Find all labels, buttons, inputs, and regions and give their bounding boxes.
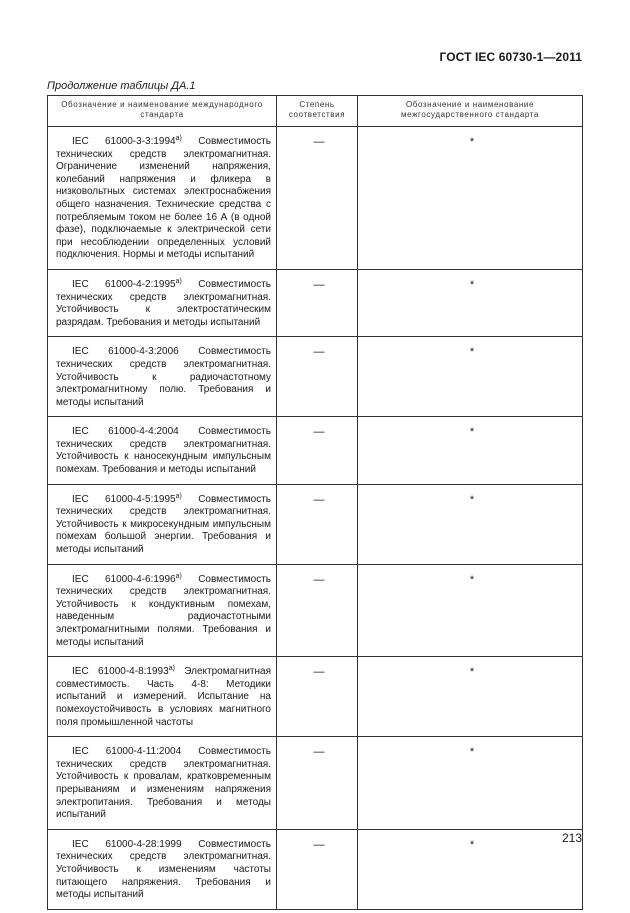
page-number: 213 — [561, 831, 582, 845]
table-row — [48, 657, 583, 737]
standard-name-cell — [48, 269, 277, 336]
table-row — [48, 484, 583, 564]
standard-title: Совместимость технических средств электромагнитная. Устойчивость к микросекундным импульсным помехам большой энергии. Требования и методы испытаний — [56, 493, 271, 556]
standard-code: IEC 61000-3-3:1994 — [72, 136, 176, 147]
standard-name-cell — [48, 657, 277, 737]
compliance-degree-cell: — — [277, 657, 358, 737]
standards-table — [47, 95, 583, 910]
table-continuation-caption: Продолжение таблицы ДА.1 — [47, 80, 196, 92]
compliance-degree-cell: — — [277, 269, 358, 336]
table-row — [48, 127, 583, 270]
column-header-interstate: Обозначение и наименование межгосударственного стандарта — [358, 96, 583, 127]
standard-code: IEC 61000-4-2:1995 — [72, 278, 176, 290]
standard-name-cell — [48, 829, 277, 909]
standard-code: IEC 61000-4-28:1999 — [72, 838, 182, 850]
interstate-standard-cell: * — [358, 337, 583, 417]
footnote-marker: a) — [175, 277, 182, 285]
document-code: ГОСТ IEC 60730-1—2011 — [439, 50, 582, 64]
interstate-standard-cell: * — [358, 829, 583, 909]
footnote-marker: a) — [175, 572, 182, 580]
compliance-degree-cell: — — [277, 737, 358, 830]
standard-title: Совместимость технических средств электромагнитная. Устойчивость к провалам, кратковременным прерываниям и изменениям напряжения электропитания. Требования и методы испытаний — [56, 746, 271, 821]
interstate-standard-cell: * — [358, 737, 583, 830]
table-row — [48, 564, 583, 657]
standard-name-cell — [48, 564, 277, 657]
standard-name-cell — [48, 417, 277, 484]
standard-code: IEC 61000-4-11:2004 — [72, 746, 182, 758]
table-row — [48, 737, 583, 830]
standard-name-cell — [48, 737, 277, 830]
standard-name-cell — [48, 484, 277, 564]
table-header-row — [48, 96, 583, 127]
standard-name-cell — [48, 127, 277, 270]
standard-title: Совместимость технических средств электромагнитная. Устойчивость к наносекундным импульсным помехам. Требования и методы испытаний — [56, 426, 271, 476]
table-row — [48, 337, 583, 417]
compliance-degree-cell: — — [277, 417, 358, 484]
compliance-degree-cell: — — [277, 337, 358, 417]
column-header-international: Обозначение и наименование международного стандарта — [48, 96, 277, 127]
standard-code: IEC 61000-4-6:1996 — [72, 573, 176, 585]
standard-title: Совместимость технических средств электромагнитная. Устойчивость к изменениям частоты питающего напряжения. Требования и методы испытаний — [56, 838, 271, 901]
standard-title: Совместимость технических средств электромагнитная. Ограничение изменений напряжения, колебаний напряжения и фликера в низковольтных системах электроснабжения общего назначения. Технические средства с потребляемым током не более 16 А (в одной фазе), подключаемые к электрической сети при несоблюдении определенных условий подключения. Нормы и методы испытаний — [56, 136, 271, 261]
standard-title: Совместимость технических средств электромагнитная. Устойчивость к электростатическим разрядам. Требования и методы испытаний — [56, 278, 271, 328]
standard-title: Электромагнитная совместимость. Часть 4-8: Методики испытаний и измерений. Испытание на помехоустойчивость в условиях магнитного поля промышленной частоты — [56, 666, 271, 728]
table-row — [48, 417, 583, 484]
standard-code: IEC 61000-4-8:1993 — [72, 666, 169, 678]
standard-name-cell — [48, 337, 277, 417]
standard-code: IEC 61000-4-5:1995 — [72, 493, 176, 505]
footnote-marker: a) — [175, 492, 182, 500]
table-row — [48, 269, 583, 336]
standard-code: IEC 61000-4-4:2004 — [72, 426, 179, 438]
table-row — [48, 829, 583, 909]
compliance-degree-cell: — — [277, 127, 358, 270]
column-header-degree: Степень соответствия — [277, 96, 358, 127]
interstate-standard-cell: * — [358, 564, 583, 657]
compliance-degree-cell: — — [277, 829, 358, 909]
interstate-standard-cell: * — [358, 484, 583, 564]
footnote-marker: a) — [168, 665, 175, 673]
footnote-marker: a) — [175, 135, 182, 142]
standard-title: Совместимость технических средств электромагнитная. Устойчивость к кондуктивным помехам, наведенным радиочастотными электромагнитными полями. Требования и методы испытаний — [56, 573, 271, 648]
standard-title: Совместимость технических средств электромагнитная. Устойчивость к радиочастотному электромагнитному полю. Требования и методы испытаний — [56, 346, 271, 408]
interstate-standard-cell: * — [358, 127, 583, 270]
compliance-degree-cell: — — [277, 484, 358, 564]
standard-code: IEC 61000-4-3:2006 — [72, 346, 179, 358]
interstate-standard-cell: * — [358, 269, 583, 336]
interstate-standard-cell: * — [358, 657, 583, 737]
compliance-degree-cell: — — [277, 564, 358, 657]
interstate-standard-cell: * — [358, 417, 583, 484]
